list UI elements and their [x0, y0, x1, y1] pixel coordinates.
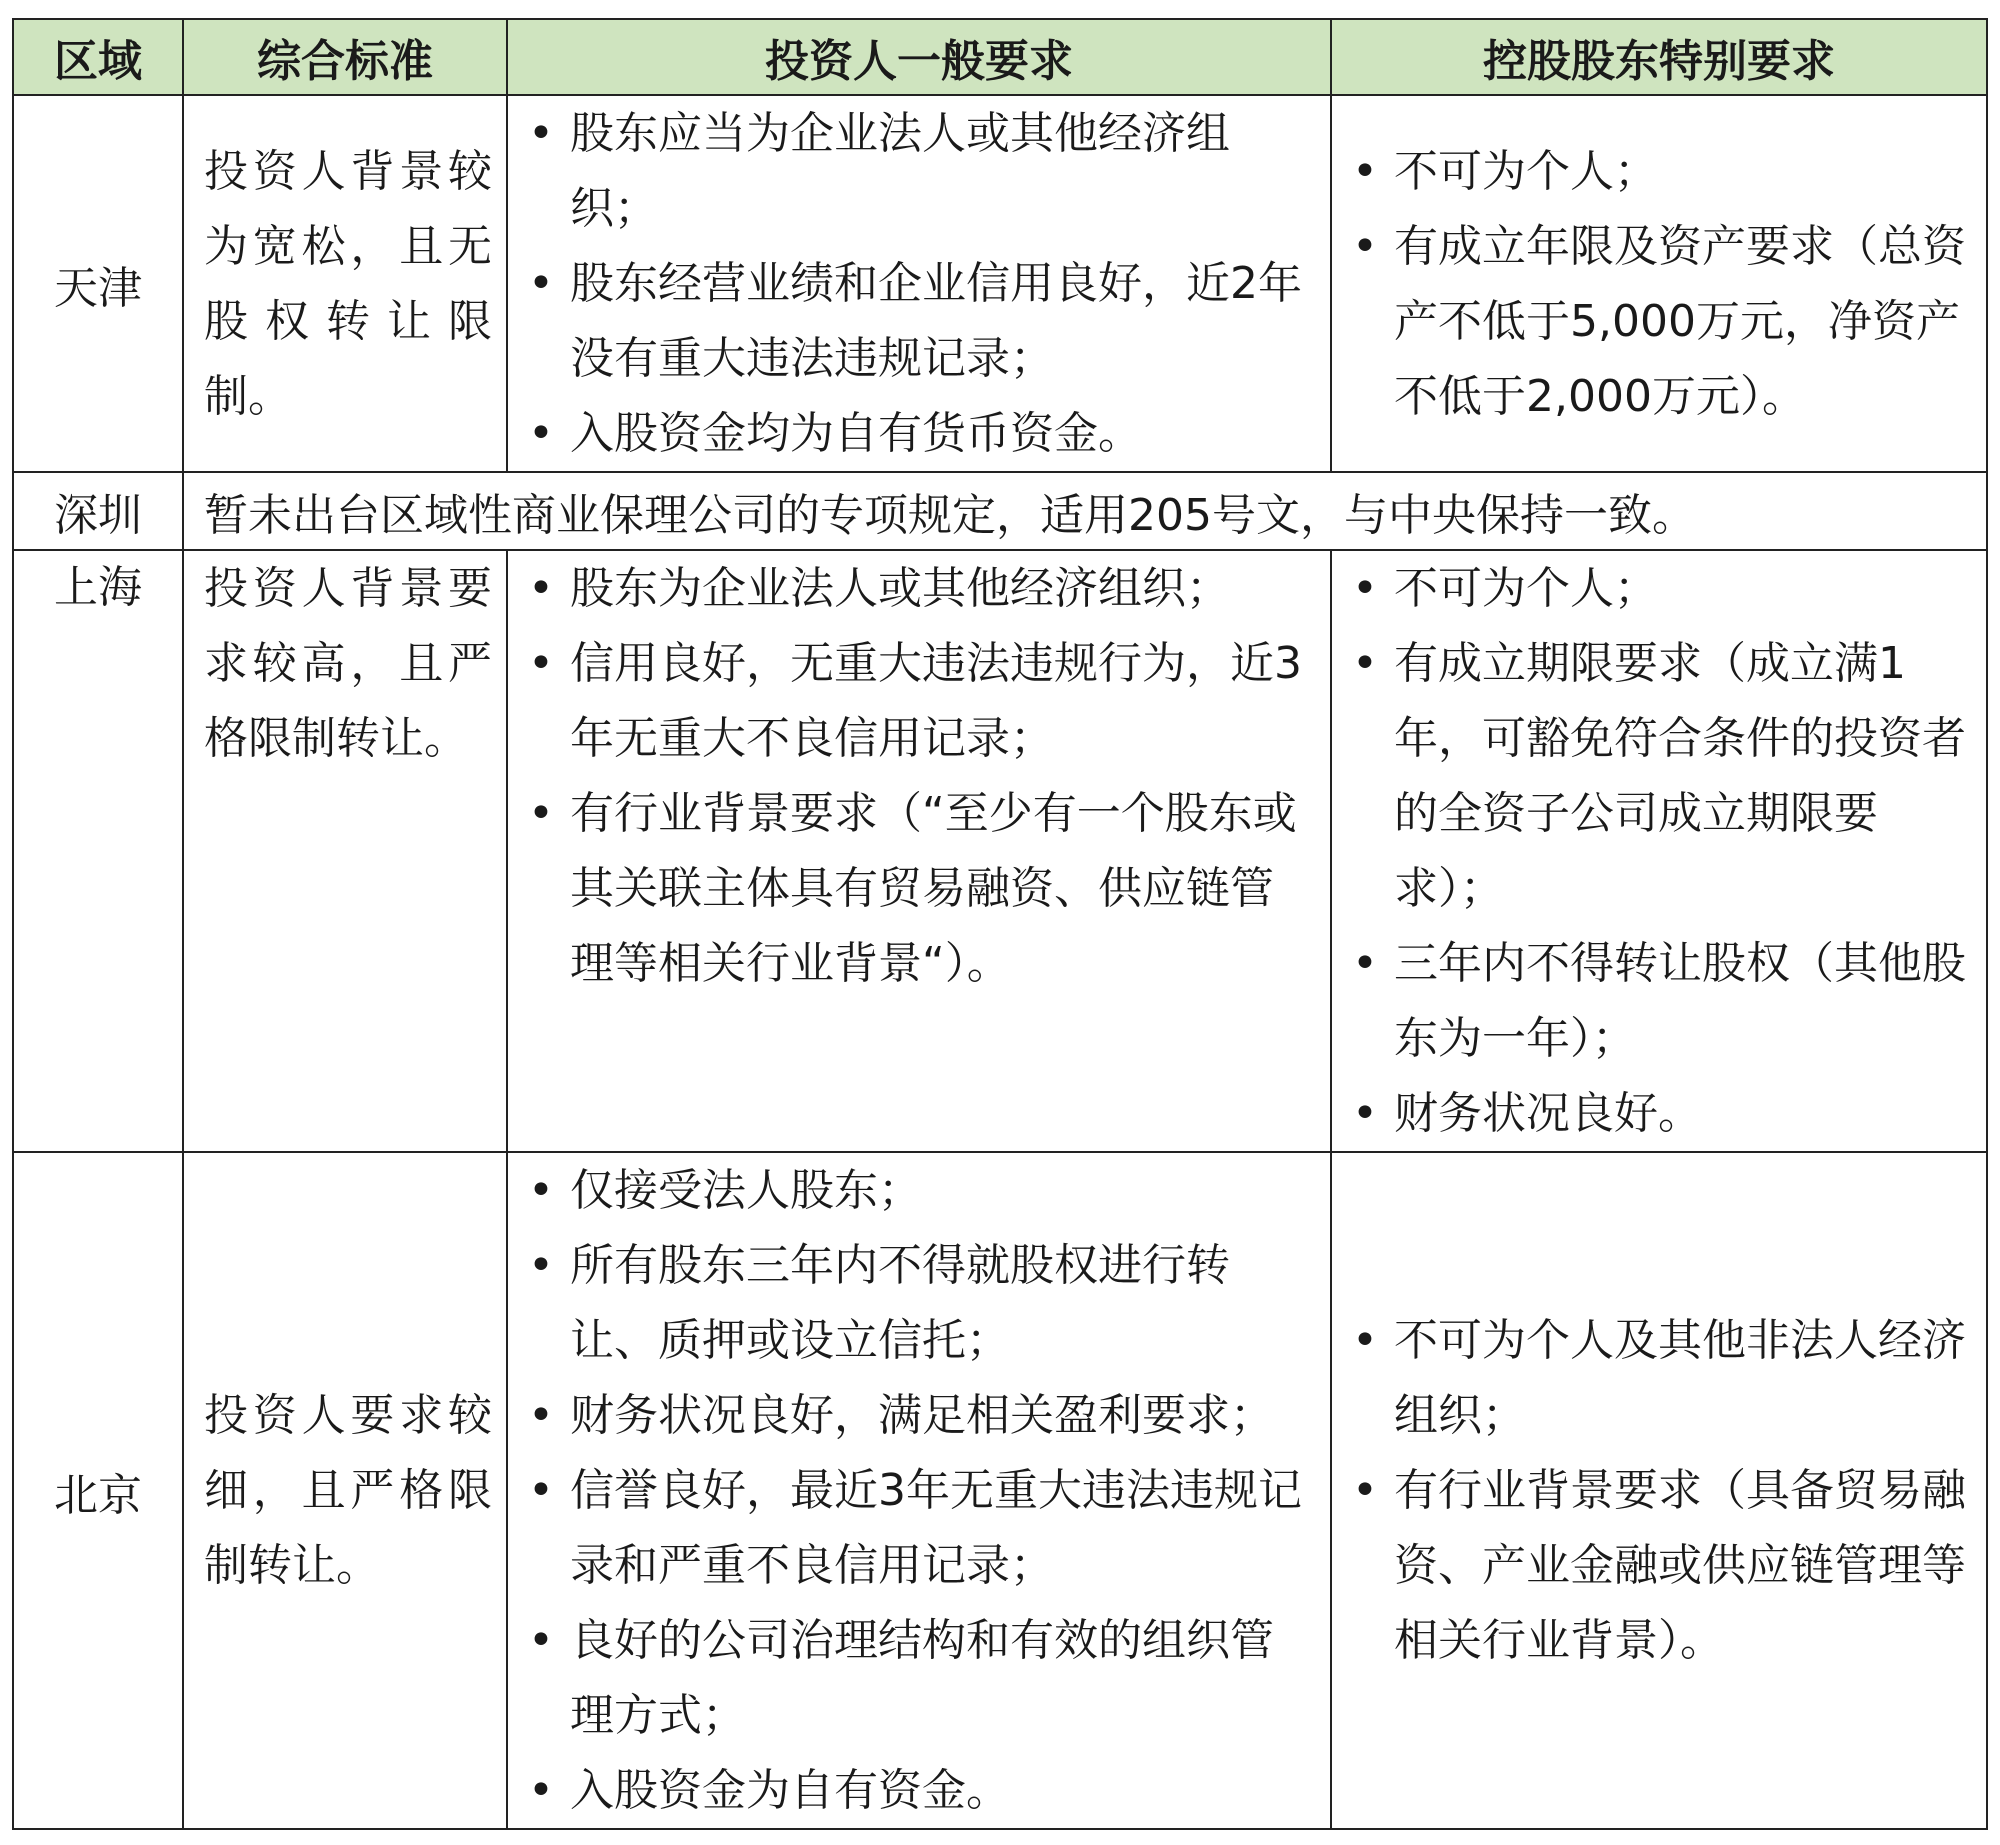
list-item: • 股东经营业绩和企业信用良好，近2年没有重大违法违规记录；: [508, 246, 1330, 396]
table-row-tianjin: [13, 95, 1987, 472]
list-item: • 所有股东三年内不得就股权进行转让、质押或设立信托；: [508, 1228, 1330, 1378]
list-item: • 三年内不得转让股权（其他股东为一年）；: [1332, 926, 1986, 1076]
list-item: • 良好的公司治理结构和有效的组织管理方式；: [508, 1603, 1330, 1753]
region-cell: 北京: [13, 1152, 183, 1829]
list-item: • 入股资金均为自有货币资金。: [508, 396, 1330, 471]
note-cell: 暂未出台区域性商业保理公司的专项规定，适用205号文，与中央保持一致。: [183, 472, 1987, 550]
list-item: • 财务状况良好。: [1332, 1076, 1986, 1151]
list-item: • 不可为个人；: [1332, 551, 1986, 626]
list-item: • 入股资金为自有资金。: [508, 1753, 1330, 1828]
region-cell: 天津: [13, 95, 183, 472]
list-item: • 仅接受法人股东；: [508, 1153, 1330, 1228]
region-cell: 上海: [13, 550, 183, 1152]
general-requirements-cell: [507, 95, 1331, 472]
standard-cell: [183, 95, 507, 472]
list-item: • 不可为个人；: [1332, 134, 1986, 209]
list-item: • 有成立期限要求（成立满1年，可豁免符合条件的投资者的全资子公司成立期限要求）；: [1332, 626, 1986, 926]
standard-text: 投资人背景较为宽松，且无股权转让限制。: [204, 145, 492, 422]
header-row: [13, 19, 1987, 95]
table-row-shenzhen: [13, 472, 1987, 550]
header-standard: 综合标准: [183, 19, 507, 95]
comparison-table: [12, 18, 1988, 1830]
table-row-beijing: [13, 1152, 1987, 1829]
standard-text: 投资人要求较细，且严格限制转让。: [204, 1390, 492, 1591]
controlling-requirements-cell: [1331, 1152, 1987, 1829]
header-general-requirements: 投资人一般要求: [507, 19, 1331, 95]
general-requirements-cell: [507, 1152, 1331, 1829]
list-item: • 信誉良好，最近3年无重大违法违规记录和严重不良信用记录；: [508, 1453, 1330, 1603]
list-item: • 有行业背景要求（具备贸易融资、产业金融或供应链管理等相关行业背景）。: [1332, 1453, 1986, 1678]
list-item: • 不可为个人及其他非法人经济组织；: [1332, 1303, 1986, 1453]
list-item: • 有行业背景要求（“至少有一个股东或其关联主体具有贸易融资、供应链管理等相关行业背景“）。: [508, 776, 1330, 1001]
header-region: 区域: [13, 19, 183, 95]
general-requirements-cell: [507, 550, 1331, 1152]
standard-cell: [183, 550, 507, 1152]
controlling-requirements-cell: [1331, 550, 1987, 1152]
header-controlling-requirements: 控股股东特别要求: [1331, 19, 1987, 95]
list-item: • 财务状况良好，满足相关盈利要求；: [508, 1378, 1330, 1453]
table-row-shanghai: [13, 550, 1987, 1152]
list-item: • 有成立年限及资产要求（总资产不低于5,000万元，净资产不低于2,000万元）。: [1332, 209, 1986, 434]
list-item: • 信用良好，无重大违法违规行为，近3年无重大不良信用记录；: [508, 626, 1330, 776]
region-cell: 深圳: [13, 472, 183, 550]
standard-text: 投资人背景要求较高，且严格限制转让。: [204, 563, 492, 764]
list-item: • 股东应当为企业法人或其他经济组织；: [508, 96, 1330, 246]
list-item: • 股东为企业法人或其他经济组织；: [508, 551, 1330, 626]
controlling-requirements-cell: [1331, 95, 1987, 472]
standard-cell: [183, 1152, 507, 1829]
